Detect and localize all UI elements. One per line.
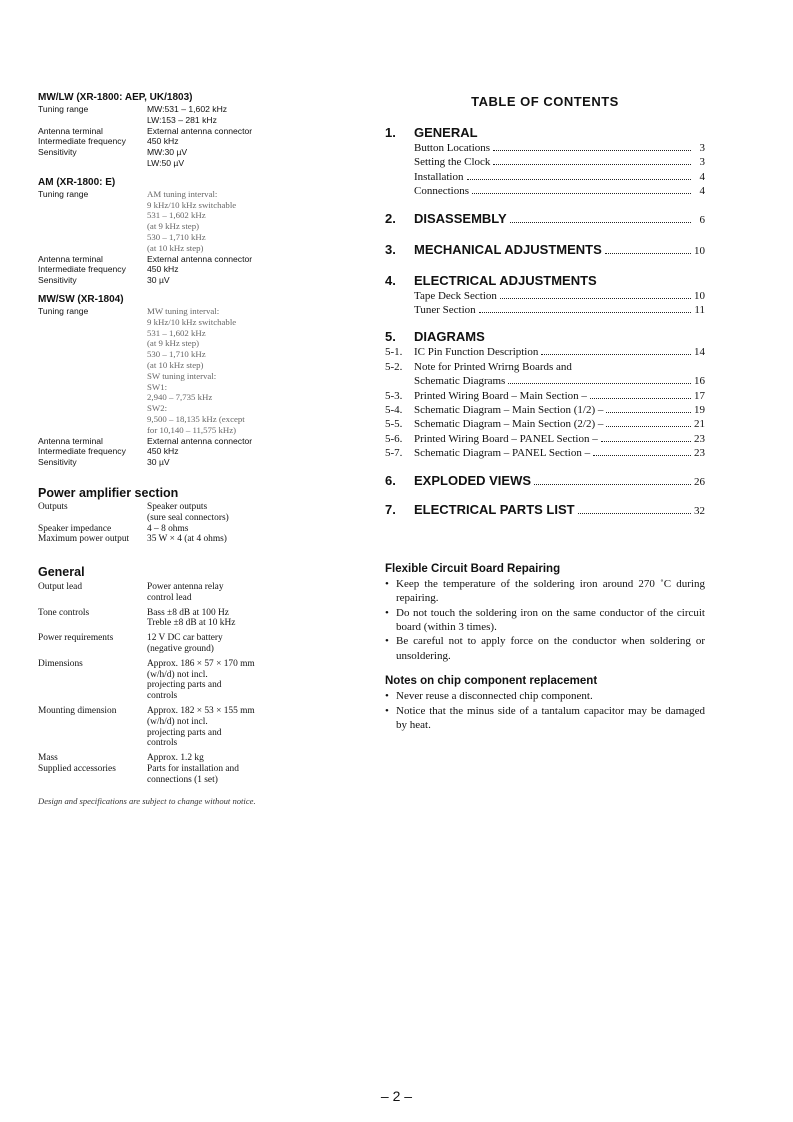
toc-item[interactable] — [385, 141, 705, 155]
spec-label: Speaker impedance — [38, 523, 112, 534]
spec-value: 35 W × 4 (at 4 ohms) — [147, 534, 227, 545]
spec-value: (sure seal connectors) — [147, 512, 229, 523]
spec-value: 530 – 1,710 kHz — [147, 349, 206, 360]
spec-values — [147, 608, 368, 630]
spec-section-power — [38, 486, 368, 545]
toc-heading[interactable] — [385, 273, 705, 289]
toc-page-number: 26 — [694, 475, 705, 488]
bullet-text: Keep the temperature of the soldering iron around 270 ˚C during repairing. — [396, 577, 705, 605]
spec-value: 4 – 8 ohms — [147, 523, 189, 534]
spec-row — [38, 189, 368, 254]
spec-value: External antenna connector — [147, 125, 253, 136]
spec-values — [147, 633, 368, 655]
toc-leader — [606, 425, 691, 427]
bullet-text: Do not touch the soldering iron on the same conductor of the circuit board (within 3 times). — [396, 606, 705, 633]
spec-values — [147, 753, 368, 764]
toc-section-diagrams — [385, 329, 705, 460]
spec-title-power: Power amplifier section — [38, 485, 179, 500]
toc-page-number: 23 — [694, 447, 705, 460]
toc-number: 5. — [385, 329, 396, 345]
toc-page-number: 10 — [694, 244, 705, 257]
toc-heading-label: DIAGRAMS — [414, 329, 485, 345]
toc-item[interactable] — [385, 446, 705, 460]
toc-leader — [493, 163, 691, 165]
spec-value: 12 V DC car battery — [147, 633, 223, 644]
spec-row — [38, 764, 368, 786]
toc-page-number: 3 — [699, 142, 705, 154]
spec-values — [147, 534, 368, 545]
list-item — [385, 606, 705, 635]
toc-leader — [493, 149, 691, 151]
toc-leader — [500, 297, 691, 299]
spec-row — [38, 104, 368, 126]
spec-label: Tone controls — [38, 607, 90, 618]
spec-values — [147, 254, 368, 265]
spec-value: controls — [147, 738, 178, 749]
spec-values — [147, 306, 368, 436]
list-item — [385, 634, 705, 663]
chip-notes-title: Notes on chip component replacement — [385, 675, 598, 688]
spec-row — [38, 753, 368, 764]
spec-row — [38, 534, 368, 545]
toc-item[interactable] — [385, 374, 705, 388]
spec-values — [147, 764, 368, 786]
toc-heading-label: MECHANICAL ADJUSTMENTS — [414, 241, 602, 257]
spec-values — [147, 446, 368, 457]
spec-label: Tuning range — [38, 188, 89, 199]
spec-row — [38, 706, 368, 749]
toc-heading-label: DISASSEMBLY — [414, 210, 507, 226]
toc-item-label: Tape Deck Section — [414, 289, 497, 302]
spec-value: connections (1 set) — [147, 774, 218, 785]
toc-item-label: Schematic Diagram – PANEL Section – — [414, 447, 591, 460]
spec-value: (negative ground) — [147, 644, 214, 655]
spec-values — [147, 104, 368, 126]
spec-value: AM tuning interval: — [147, 188, 218, 199]
toc-page-number: 6 — [699, 213, 705, 226]
spec-value: Power antenna relay — [147, 582, 224, 593]
spec-value: 450 kHz — [147, 136, 179, 147]
spec-value: Approx. 1.2 kg — [147, 753, 204, 764]
toc-heading-label: EXPLODED VIEWS — [414, 472, 532, 488]
toc-item-label: Installation — [414, 170, 464, 183]
toc-leader — [508, 382, 691, 384]
toc-leader — [541, 353, 691, 355]
toc-item[interactable] — [385, 432, 705, 446]
toc-item-number: 5-1. — [385, 346, 403, 359]
spec-values — [147, 147, 368, 169]
spec-values — [147, 189, 368, 254]
spec-value: (at 10 kHz step) — [147, 359, 204, 370]
toc-leader — [578, 512, 691, 514]
toc-leader — [472, 192, 691, 194]
spec-label: Output lead — [38, 582, 83, 593]
spec-label: Intermediate frequency — [38, 446, 126, 457]
toc-item-label: Tuner Section — [414, 304, 476, 317]
spec-row — [38, 264, 368, 275]
bullet-text: Be careful not to apply force on the conductor when soldering or unsoldering. — [396, 635, 705, 662]
toc-number: 3. — [385, 241, 396, 257]
spec-section-mwsw — [38, 294, 368, 468]
toc-item-number: 5-5. — [385, 418, 403, 431]
spec-label: Sensitivity — [38, 147, 77, 158]
spec-value: (at 10 kHz step) — [147, 242, 204, 253]
bullet-text: Never reuse a disconnected chip component. — [396, 690, 593, 703]
toc-item-number: 5-7. — [385, 447, 403, 460]
toc-item-label: Printed Wiring Board – Main Section – — [414, 389, 587, 402]
spec-label: Tuning range — [38, 305, 89, 316]
list-item — [385, 689, 705, 703]
spec-label: Antenna terminal — [38, 125, 103, 136]
toc-number: 7. — [385, 501, 396, 517]
spec-title-mwlw: MW/LW (XR-1800: AEP, UK/1803) — [38, 92, 193, 103]
specifications-column — [38, 92, 368, 806]
toc-heading-label: ELECTRICAL ADJUSTMENTS — [414, 272, 597, 288]
bullet-icon: • — [385, 577, 389, 590]
spec-values — [147, 126, 368, 137]
contents-column — [385, 92, 705, 732]
toc-leader — [534, 483, 691, 485]
toc-item[interactable] — [385, 360, 705, 374]
spec-value: SW tuning interval: — [147, 370, 217, 381]
spec-row — [38, 147, 368, 169]
spec-value: SW1: — [147, 381, 168, 392]
spec-value: Approx. 182 × 53 × 155 mm — [147, 706, 255, 717]
spec-value: 9 kHz/10 kHz switchable — [147, 199, 237, 210]
spec-value: 530 – 1,710 kHz — [147, 231, 206, 242]
toc-section-disassembly — [385, 211, 705, 228]
spec-section-general — [38, 565, 368, 786]
spec-row — [38, 306, 368, 436]
toc-item[interactable] — [385, 155, 705, 169]
toc-item-label: Connections — [414, 185, 469, 198]
toc-item-number: 5-4. — [385, 404, 403, 417]
toc-item-label: Button Locations — [414, 142, 491, 154]
toc-page-number: 19 — [694, 404, 705, 417]
spec-value: controls — [147, 691, 178, 702]
spec-label: Power requirements — [38, 633, 114, 644]
toc-heading[interactable] — [385, 329, 705, 345]
spec-row — [38, 126, 368, 137]
toc-title: TABLE OF CONTENTS — [471, 94, 619, 109]
toc-section-electrical — [385, 273, 705, 318]
toc-heading[interactable] — [385, 242, 705, 259]
spec-value: LW:50 µV — [147, 157, 185, 168]
spec-values — [147, 659, 368, 702]
toc-leader — [510, 221, 691, 223]
bullet-text: Notice that the minus side of a tantalum capacitor may be damaged by heat. — [396, 704, 705, 731]
toc-leader — [590, 397, 691, 399]
spec-value: Parts for installation and — [147, 764, 239, 775]
spec-label: Intermediate frequency — [38, 136, 126, 147]
spec-value: 2,940 – 7,735 kHz — [147, 392, 213, 403]
toc-page-number: 3 — [699, 156, 705, 169]
spec-row — [38, 608, 368, 630]
toc-item-label: IC Pin Function Description — [414, 346, 539, 359]
chip-component-notes — [385, 675, 705, 732]
spec-title-mwsw: MW/SW (XR-1804) — [38, 293, 124, 305]
toc-item-label: Schematic Diagrams — [414, 375, 506, 388]
spec-label: Antenna terminal — [38, 435, 103, 446]
spec-value: MW:531 – 1,602 kHz — [147, 104, 228, 114]
toc-number: 1. — [385, 125, 396, 140]
toc-item-label: Schematic Diagram – Main Section (1/2) – — [414, 404, 604, 417]
spec-row — [38, 582, 368, 604]
flexible-board-title: Flexible Circuit Board Repairing — [385, 562, 561, 575]
toc-page-number: 16 — [694, 375, 705, 388]
spec-row — [38, 436, 368, 447]
toc-item[interactable] — [385, 170, 705, 184]
spec-value: 531 – 1,602 kHz — [147, 210, 206, 221]
spec-row — [38, 457, 368, 468]
toc-item-number: 5-3. — [385, 389, 403, 402]
toc-section-exploded — [385, 473, 705, 490]
spec-label: Mounting dimension — [38, 706, 117, 717]
spec-value: (at 9 kHz step) — [147, 221, 200, 232]
bullet-icon: • — [385, 690, 389, 703]
spec-label: Dimensions — [38, 658, 83, 669]
spec-row — [38, 136, 368, 147]
spec-change-note: Design and specifications are subject to change without notice. — [38, 795, 256, 806]
toc-leader — [601, 440, 691, 442]
spec-label: Intermediate frequency — [38, 264, 126, 275]
spec-value: Speaker outputs — [147, 501, 208, 512]
toc-heading-label: ELECTRICAL PARTS LIST — [414, 501, 575, 517]
spec-value: 450 kHz — [147, 446, 179, 457]
spec-values — [147, 136, 368, 147]
toc-item-label: Note for Printed Wrirng Boards and — [414, 360, 572, 373]
toc-number: 4. — [385, 272, 396, 288]
spec-value: Approx. 186 × 57 × 170 mm — [147, 658, 255, 669]
spec-row — [38, 275, 368, 286]
toc-heading-label: GENERAL — [414, 125, 478, 140]
toc-item[interactable] — [385, 417, 705, 431]
spec-values — [147, 436, 368, 447]
spec-label: Sensitivity — [38, 275, 77, 286]
toc-page-number: 14 — [694, 346, 705, 359]
toc-item-label: Schematic Diagram – Main Section (2/2) – — [414, 418, 604, 431]
list-item — [385, 577, 705, 606]
toc-page-number: 10 — [694, 289, 705, 302]
spec-value: External antenna connector — [147, 435, 253, 446]
spec-value: for 10,140 – 11,575 kHz) — [147, 424, 237, 435]
spec-value: 30 µV — [147, 275, 170, 286]
spec-value: MW:30 µV — [147, 147, 188, 158]
spec-values — [147, 706, 368, 749]
spec-value: Treble ±8 dB at 10 kHz — [147, 618, 236, 629]
toc-number: 2. — [385, 210, 396, 226]
toc-heading[interactable] — [385, 211, 705, 228]
toc-page-number: 21 — [694, 418, 705, 431]
spec-value: (w/h/d) not incl. — [147, 669, 208, 680]
toc-item-label: Setting the Clock — [414, 156, 491, 169]
toc-heading[interactable] — [385, 502, 705, 519]
spec-value: 9 kHz/10 kHz switchable — [147, 316, 237, 327]
toc-heading[interactable] — [385, 125, 705, 141]
spec-value: (w/h/d) not incl. — [147, 716, 208, 727]
spec-value: projecting parts and — [147, 680, 222, 691]
spec-row — [38, 502, 368, 524]
toc-item[interactable] — [385, 389, 705, 403]
bullet-icon: • — [385, 606, 389, 619]
spec-values — [147, 275, 368, 286]
toc-page-number: 4 — [699, 185, 705, 198]
bullet-icon: • — [385, 704, 389, 717]
toc-page-number: 32 — [694, 504, 705, 517]
spec-value: projecting parts and — [147, 727, 222, 738]
spec-value: Bass ±8 dB at 100 Hz — [147, 607, 229, 618]
toc-item[interactable] — [385, 303, 705, 317]
toc-item-number: 5-6. — [385, 432, 403, 445]
toc-page-number: 17 — [694, 389, 705, 402]
spec-value: SW2: — [147, 403, 168, 414]
spec-values — [147, 524, 368, 535]
toc-leader — [479, 311, 691, 313]
spec-label: Sensitivity — [38, 457, 77, 468]
spec-value: (at 9 kHz step) — [147, 338, 200, 349]
spec-value: MW tuning interval: — [147, 305, 220, 316]
toc-section-parts — [385, 502, 705, 519]
toc-item[interactable] — [385, 345, 705, 359]
spec-row — [38, 659, 368, 702]
spec-values — [147, 264, 368, 275]
toc-page-number: 23 — [694, 432, 705, 445]
page-number: – 2 – — [380, 1088, 413, 1104]
toc-item[interactable] — [385, 184, 705, 198]
toc-page-number: 11 — [694, 304, 705, 317]
toc-item-label: Printed Wiring Board – PANEL Section – — [414, 432, 598, 445]
toc-item-number: 5-2. — [385, 360, 403, 373]
spec-section-am — [38, 177, 368, 286]
spec-label: Supplied accessories — [38, 764, 116, 775]
bullet-icon: • — [385, 635, 389, 648]
toc-number: 6. — [385, 472, 396, 488]
spec-row — [38, 446, 368, 457]
toc-page-number: 4 — [699, 170, 705, 183]
list-item — [385, 704, 705, 733]
toc-heading[interactable] — [385, 473, 705, 490]
toc-item[interactable] — [385, 403, 705, 417]
spec-title-am: AM (XR-1800: E) — [38, 176, 116, 188]
toc-leader — [467, 178, 692, 180]
flexible-board-notes — [385, 563, 705, 663]
spec-row — [38, 254, 368, 265]
toc-leader — [605, 252, 691, 254]
spec-label: Tuning range — [38, 104, 89, 114]
spec-row — [38, 633, 368, 655]
toc-leader — [593, 454, 691, 456]
toc-item[interactable] — [385, 289, 705, 303]
spec-value: 450 kHz — [147, 264, 179, 275]
spec-value: LW:153 – 281 kHz — [147, 114, 217, 125]
spec-label: Antenna terminal — [38, 253, 103, 264]
spec-values — [147, 457, 368, 468]
spec-value: External antenna connector — [147, 253, 253, 264]
spec-values — [147, 582, 368, 604]
spec-label: Mass — [38, 753, 58, 764]
spec-value: 30 µV — [147, 457, 170, 468]
spec-row — [38, 524, 368, 535]
spec-title-general: General — [38, 565, 85, 580]
spec-value: control lead — [147, 592, 192, 603]
spec-values — [147, 502, 368, 524]
spec-label: Outputs — [38, 501, 68, 512]
spec-label: Maximum power output — [38, 534, 130, 545]
spec-value: 531 – 1,602 kHz — [147, 327, 206, 338]
spec-section-mwlw — [38, 92, 368, 169]
spec-value: 9,500 – 18,135 kHz (except — [147, 413, 245, 424]
toc-section-mechanical — [385, 242, 705, 259]
toc-leader — [606, 411, 691, 413]
toc-section-general — [385, 125, 705, 199]
